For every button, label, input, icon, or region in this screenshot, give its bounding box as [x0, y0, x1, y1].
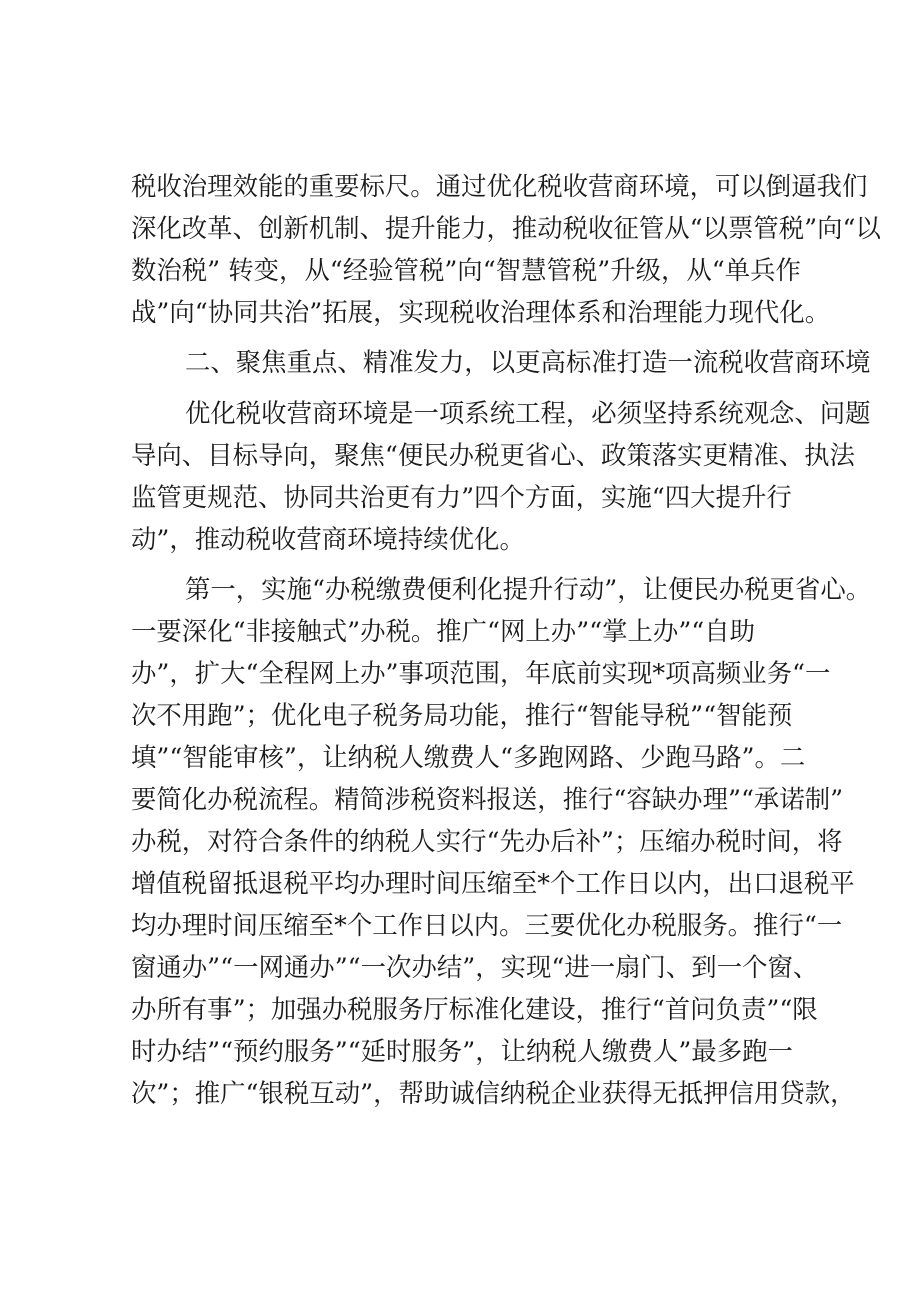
text-line: 监管更规范、协同共治更有力”四个方面，实施“四大提升行 — [131, 482, 792, 512]
text-line: 第一，实施“办税缴费便利化提升行动”，让便民办税更省心。 — [185, 574, 872, 604]
text-line: 办税，对符合条件的纳税人实行“先办后补”；压缩办税时间，将 — [131, 826, 843, 856]
text-line: 数治税” 转变，从“经验管税”向“智慧管税”升级，从“单兵作 — [131, 255, 801, 285]
text-line: 一要深化“非接触式”办税。推广“网上办”“掌上办”“自助 — [131, 616, 756, 646]
text-line: 导向、目标导向，聚焦“便民办税更省心、政策落实更精准、执法 — [131, 440, 855, 470]
text-line: 动”，推动税收营商环境持续优化。 — [131, 524, 525, 554]
section-heading: 二、聚焦重点、精准发力，以更高标准打造一流税收营商环境 — [185, 347, 871, 377]
text-line: 办”，扩大“全程网上办”事项范围，年底前实现*项高频业务“一 — [131, 658, 831, 688]
text-line: 战”向“协同共治”拓展，实现税收治理体系和治理能力现代化。 — [131, 297, 831, 327]
text-line: 时办结”“预约服务”“延时服务”，让纳税人缴费人”最多跑一 — [131, 1036, 793, 1066]
text-line: 深化改革、创新机制、提升能力，推动税收征管从“以票管税”向“以 — [131, 213, 881, 243]
text-line: 填”“智能审核”，让纳税人缴费人“多跑网路、少跑马路”。二 — [131, 742, 806, 772]
text-line: 增值税留抵退税平均办理时间压缩至*个工作日以内，出口退税平 — [131, 868, 855, 898]
text-line: 优化税收营商环境是一项系统工程，必须坚持系统观念、问题 — [185, 398, 871, 428]
text-line: 均办理时间压缩至*个工作日以内。三要优化办税服务。推行“一 — [131, 910, 843, 940]
text-line: 次不用跑”；优化电子税务局功能，推行“智能导税”“智能预 — [131, 700, 793, 730]
text-line: 办所有事”；加强办税服务厅标准化建设，推行“首问负责”“限 — [131, 994, 818, 1024]
text-line: 税收治理效能的重要标尺。通过优化税收营商环境，可以倒逼我们 — [131, 171, 868, 201]
text-line: 次”；推广“银税互动”，帮助诚信纳税企业获得无抵押信用贷款， — [131, 1078, 856, 1108]
text-line: 要简化办税流程。精简涉税资料报送，推行“容缺办理”“承诺制” — [131, 784, 844, 814]
text-line: 窗通办”“一网通办”“一次办结”，实现“进一扇门、到一个窗、 — [131, 952, 819, 982]
